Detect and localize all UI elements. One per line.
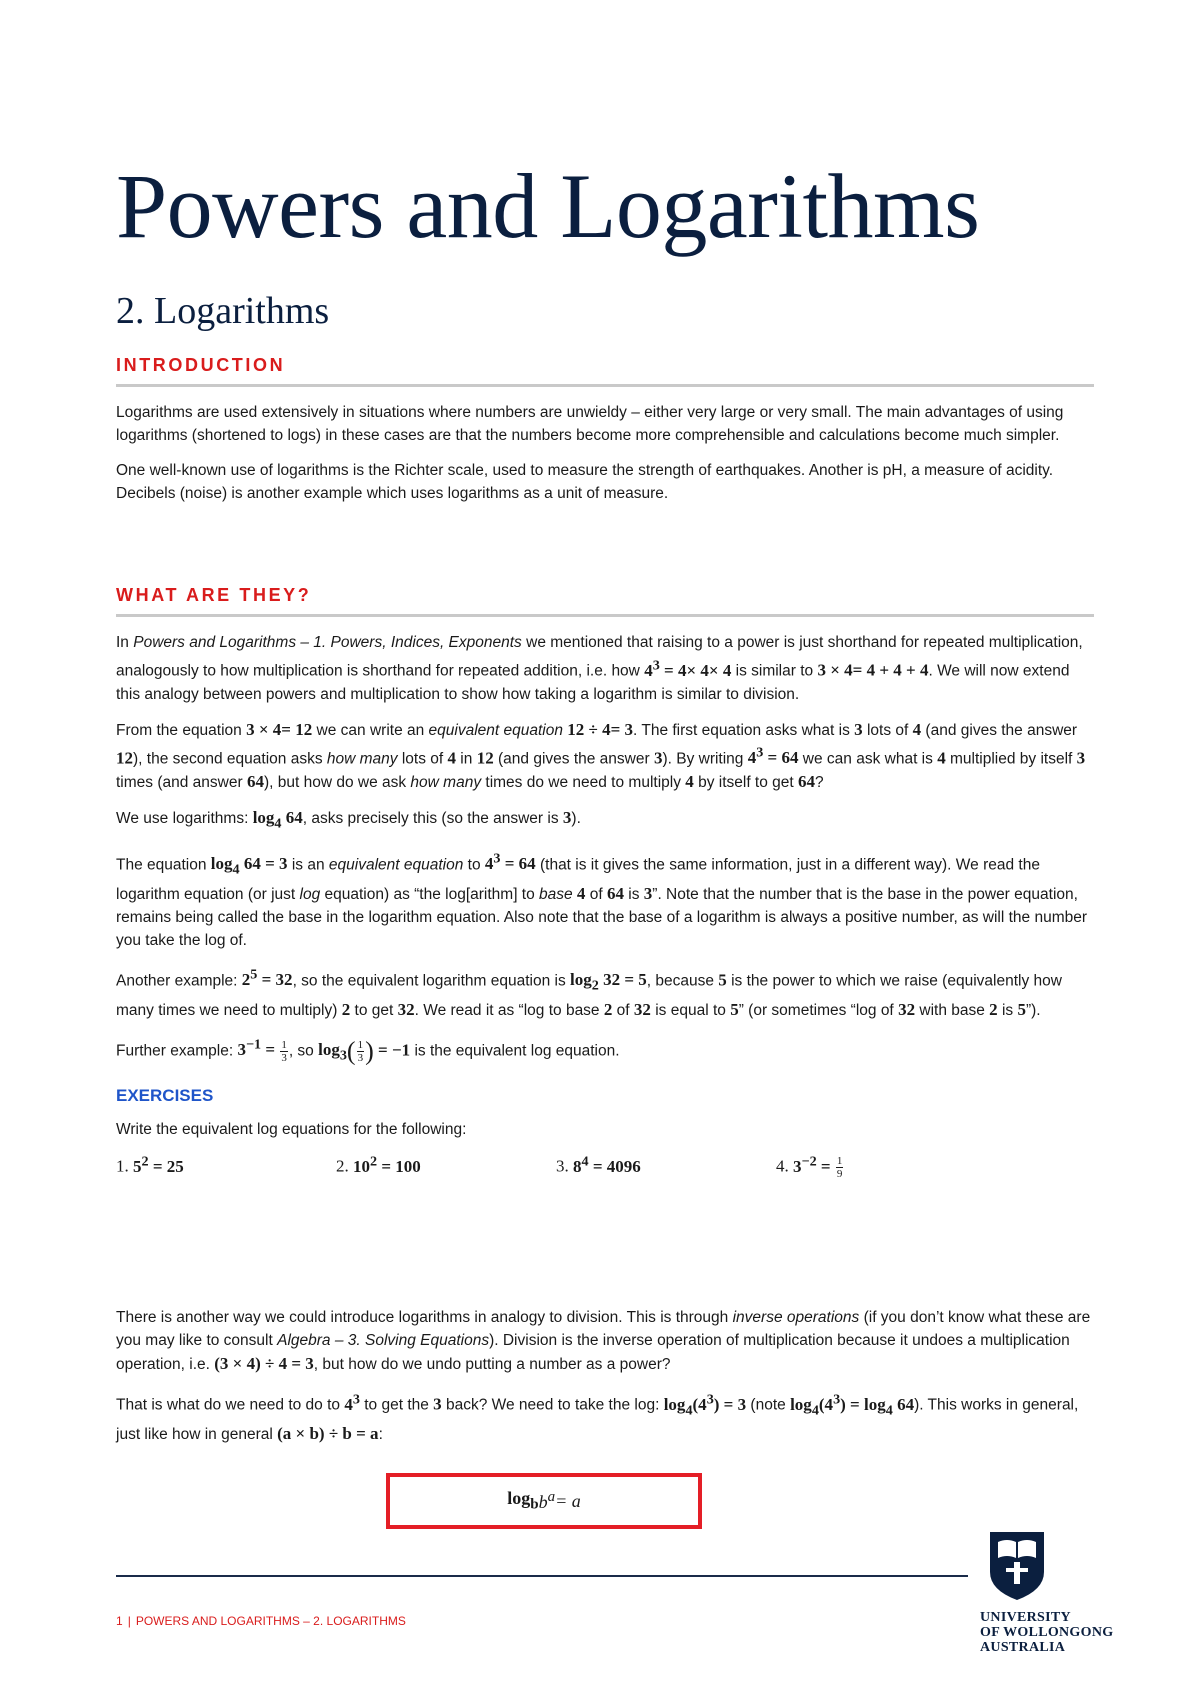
document-title: Powers and Logarithms [116,155,980,257]
what-are-they-heading: WHAT ARE THEY? [116,585,312,605]
page-number: 1 [116,1614,123,1628]
footer-separator: | [127,1614,131,1628]
what-paragraph-3: We use logarithms: $\log_4 64$, asks precisely this (so the answer is 3). [116,808,581,832]
exercise-item: 2. $10^2 = 100$ [336,1152,421,1176]
inverse-operations-section [116,1306,1094,1458]
logo-wordmark: UNIVERSITY OF WOLLONGONG AUSTRALIA [980,1610,1114,1655]
exercise-item: 1. $5^2 = 25$ [116,1152,184,1176]
crest-icon [988,1530,1046,1602]
document-subtitle: 2. Logarithms [116,290,330,332]
fraction: $\frac{1}{3}$ [281,1038,287,1064]
what-paragraph-5: Another example: $2^5 = 32$, so the equivalent logarithm equation is $\log_2 32 = 5$, because 5 is the power to which we raise (equivalently how many times we need to multiply) 2 to get 32. We read it as “log to base 2 of 32 is equal to 5” (or sometimes “log of 32 with base 2 is 5”). [116,966,1062,1019]
what-paragraph-6: Further example: $3^{-1}$ = $\frac{1}{3}$ , so $\log_3$( $\frac{1}{3}$ ) = −1 is the equivalent log equation. [116,1036,620,1066]
what-paragraph-2: From the equation 3 × 4= 12 we can write an equivalent equation 12 ÷ 4= 3. The first equation asks what is 3 lots of 4 (and gives the answer 12), the second equation asks how many lots of 4 in 12 (and gives the answer 3). By writing $4^3 = 64$ we can ask what is 4 multiplied by itself 3 times (and answer 64), but how do we ask how many times do we need to multiply 4 by itself to get 64? [116,719,1086,792]
footer-label: POWERS AND LOGARITHMS – 2. LOGARITHMS [135,1614,406,1628]
intro-paragraph-1: Logarithms are used extensively in situations where numbers are unwieldy – either very large or very small. The main advantages of using logarithms (shortened to logs) in these cases are that the numbers become more comprehensible and calculations become much simpler. [116,404,1064,444]
what-paragraph-1: In Powers and Logarithms – 1. Powers, Indices, Exponents we mentioned that raising to a power is just shorthand for repeated multiplication, analogously to how multiplication is shorthand for repeated addition, i.e. how $4^3 = 4\times 4\times 4$ is similar to 3 × 4= 4 + 4 + 4. We will now extend this analogy between powers and multiplication to show how taking a logarithm is similar to division. [116,634,1083,703]
exercise-item: 3. $8^4 = 4096$ [556,1152,641,1176]
inverse-paragraph-2: That is what do we need to do to $4^3$ to get the 3 back? We need to take the log: $\log_4(4^3) = 3$ (note $\log_4(4^3) = \log_4 64$). This works in general, just like how in general (a × b) ÷ b = a: [116,1391,1079,1444]
section-rule [116,384,1094,387]
fraction: $\frac{1}{9}$ [836,1155,843,1181]
what-are-they-section [116,585,1094,1180]
intro-paragraph-2: One well-known use of logarithms is the Richter scale, used to measure the strength of earthquakes. Another is pH, a measure of acidity. Decibels (noise) is another example which uses logarithms as a unit of measure. [116,462,1054,502]
what-paragraph-4: The equation $\log_4 64 = 3$ is an equivalent equation to $4^3 = 64$ (that is it gives the same information, just in a different way). We read the logarithm equation (or just log equation) as “the log[arithm] to base 4 of 64 is 3”. Note that the number that is the base in the power equation, remains being called the base in the logarithm equation. Also note that the base of a logarithm is always a positive number, as will the number you take the log of. [116,850,1088,949]
exercises-heading: EXERCISES [116,1085,214,1105]
exercises-instruction: Write the equivalent log equations for the following: [116,1120,467,1138]
introduction-heading: INTRODUCTION [116,355,286,375]
key-formula-box: $\log_b$ $b^a$ = a [386,1473,702,1529]
university-logo [980,1530,1150,1655]
exercise-list [116,1153,1094,1180]
exercise-item: 4. $3^{-2}$ = $\frac{1}{9}$ [776,1152,843,1181]
footer-rule [116,1575,968,1577]
fraction: $\frac{1}{3}$ [357,1038,364,1064]
inverse-paragraph-1: There is another way we could introduce logarithms in analogy to division. This is through inverse operations (if you don’t know what these are you may like to consult Algebra – 3. Solving Equations). Division is the inverse operation of multiplication because it undoes a multiplication operation, i.e. (3 × 4) ÷ 4 = 3, but how do we undo putting a number as a power? [116,1309,1091,1373]
section-rule [116,614,1094,617]
page-footer [116,1614,406,1628]
introduction-section [116,355,1094,517]
